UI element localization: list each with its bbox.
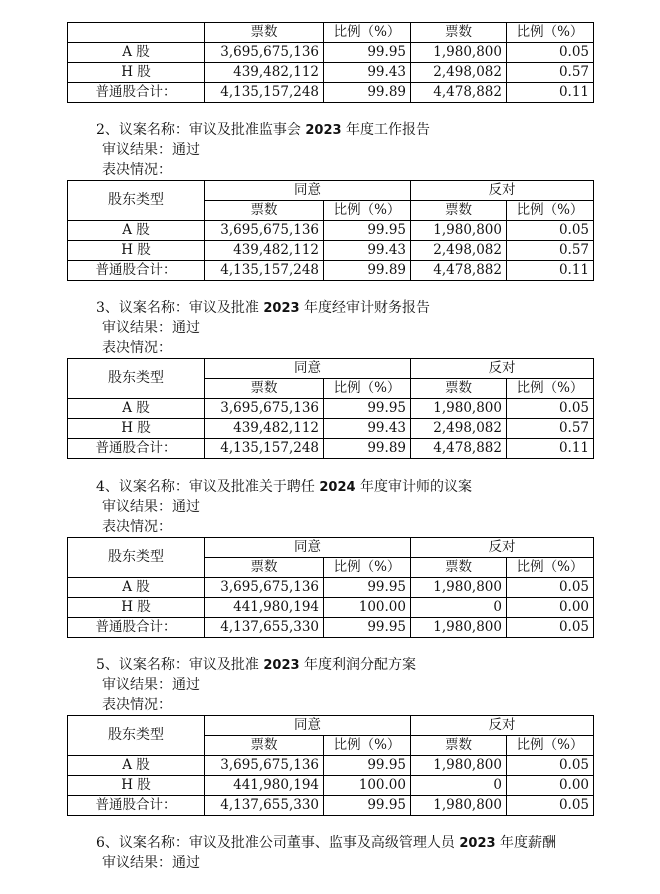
votes-header: 票数: [411, 558, 507, 578]
shareholder-type-header: 股东类型: [68, 538, 205, 578]
ratio-header: 比例（%）: [324, 201, 411, 221]
for-ratio: 99.43: [324, 63, 411, 83]
for-ratio: 99.95: [324, 43, 411, 63]
votes-header: 票数: [411, 23, 507, 43]
section-2-voting-label: 表决情况：: [102, 162, 172, 178]
ratio-header: 比例（%）: [507, 736, 594, 756]
section-4-title: 4、议案名称：审议及批准关于聘任 2024 年度审计师的议案: [96, 479, 472, 495]
section-5-result: 审议结果：通过: [102, 677, 200, 693]
table-row: [68, 83, 594, 103]
row-label: A 股: [68, 221, 205, 241]
row-label: H 股: [68, 63, 205, 83]
for-header: 同意: [205, 181, 411, 201]
table-row: A 股 3,695,675,136 99.95 1,980,800 0.05: [68, 578, 594, 598]
section-5-voting-label: 表决情况：: [102, 697, 172, 713]
votes-header: 票数: [411, 736, 507, 756]
shareholder-type-header: 股东类型: [68, 181, 205, 221]
section-2-result: 审议结果：通过: [102, 142, 200, 158]
vote-table-3: [67, 358, 594, 459]
for-votes: 4,135,157,248: [205, 83, 324, 103]
ratio-header: 比例（%）: [507, 23, 594, 43]
table-row: 普通股合计： 4,135,157,248 99.89 4,478,882 0.11: [68, 261, 594, 281]
for-votes: 3,695,675,136: [205, 43, 324, 63]
votes-header: 票数: [205, 558, 324, 578]
row-label: 普通股合计：: [68, 83, 205, 103]
ratio-header: 比例（%）: [324, 736, 411, 756]
shareholder-type-header: 股东类型: [68, 716, 205, 756]
section-4-voting-label: 表决情况：: [102, 519, 172, 535]
votes-header: 票数: [205, 201, 324, 221]
row-label: H 股: [68, 419, 205, 439]
row-label: A 股: [68, 399, 205, 419]
ratio-header: 比例（%）: [324, 558, 411, 578]
table-header-row: [68, 23, 594, 43]
row-label: H 股: [68, 598, 205, 618]
section-3-title: 3、议案名称：审议及批准 2023 年度经审计财务报告: [96, 300, 430, 316]
table-row: H 股 439,482,112 99.43 2,498,082 0.57: [68, 419, 594, 439]
against-ratio: 0.05: [507, 43, 594, 63]
section-3-result: 审议结果：通过: [102, 320, 200, 336]
against-votes: 4,478,882: [411, 83, 507, 103]
vote-table-2: [67, 180, 594, 281]
table-row: 普通股合计： 4,137,655,330 99.95 1,980,800 0.05: [68, 618, 594, 638]
row-label: 普通股合计：: [68, 618, 205, 638]
table-row: 普通股合计： 4,135,157,248 99.89 4,478,882 0.11: [68, 439, 594, 459]
row-label: 普通股合计：: [68, 796, 205, 816]
against-header: 反对: [411, 359, 594, 379]
vote-table-4: [67, 537, 594, 638]
table-row: [68, 63, 594, 83]
ratio-header: 比例（%）: [507, 558, 594, 578]
for-ratio: 99.89: [324, 83, 411, 103]
section-4-result: 审议结果：通过: [102, 499, 200, 515]
against-header: 反对: [411, 181, 594, 201]
votes-header: 票数: [411, 201, 507, 221]
table-row: A 股 3,695,675,136 99.95 1,980,800 0.05: [68, 756, 594, 776]
row-label: A 股: [68, 756, 205, 776]
table-row: H 股 441,980,194 100.00 0 0.00: [68, 776, 594, 796]
table-row: H 股 441,980,194 100.00 0 0.00: [68, 598, 594, 618]
row-label: 普通股合计：: [68, 261, 205, 281]
row-label: 普通股合计：: [68, 439, 205, 459]
section-6-result: 审议结果：通过: [102, 855, 200, 871]
table-row: A 股 3,695,675,136 99.95 1,980,800 0.05: [68, 399, 594, 419]
for-header: 同意: [205, 359, 411, 379]
table-row: [68, 43, 594, 63]
against-votes: 1,980,800: [411, 43, 507, 63]
against-votes: 2,498,082: [411, 63, 507, 83]
against-header: 反对: [411, 716, 594, 736]
section-3-voting-label: 表决情况：: [102, 340, 172, 356]
row-label: H 股: [68, 241, 205, 261]
ratio-header: 比例（%）: [324, 379, 411, 399]
row-label: A 股: [68, 578, 205, 598]
for-header: 同意: [205, 716, 411, 736]
against-ratio: 0.57: [507, 63, 594, 83]
against-ratio: 0.11: [507, 83, 594, 103]
votes-header: 票数: [205, 736, 324, 756]
table-row: H 股 439,482,112 99.43 2,498,082 0.57: [68, 241, 594, 261]
row-label: H 股: [68, 776, 205, 796]
vote-table-1: [67, 22, 594, 103]
votes-header: 票数: [205, 379, 324, 399]
for-header: 同意: [205, 538, 411, 558]
section-2-title: 2、议案名称：审议及批准监事会 2023 年度工作报告: [96, 122, 430, 138]
section-5-title: 5、议案名称：审议及批准 2023 年度利润分配方案: [96, 657, 416, 673]
shareholder-type-header: 股东类型: [68, 359, 205, 399]
votes-header: 票数: [411, 379, 507, 399]
for-votes: 439,482,112: [205, 63, 324, 83]
ratio-header: 比例（%）: [507, 379, 594, 399]
section-6-title: 6、议案名称：审议及批准公司董事、监事及高级管理人员 2023 年度薪酬: [96, 835, 556, 851]
ratio-header: 比例（%）: [324, 23, 411, 43]
ratio-header: 比例（%）: [507, 201, 594, 221]
table-row: A 股 3,695,675,136 99.95 1,980,800 0.05: [68, 221, 594, 241]
table-row: 普通股合计： 4,137,655,330 99.95 1,980,800 0.05: [68, 796, 594, 816]
vote-table-5: [67, 715, 594, 816]
votes-header: 票数: [205, 23, 324, 43]
against-header: 反对: [411, 538, 594, 558]
row-label: A 股: [68, 43, 205, 63]
